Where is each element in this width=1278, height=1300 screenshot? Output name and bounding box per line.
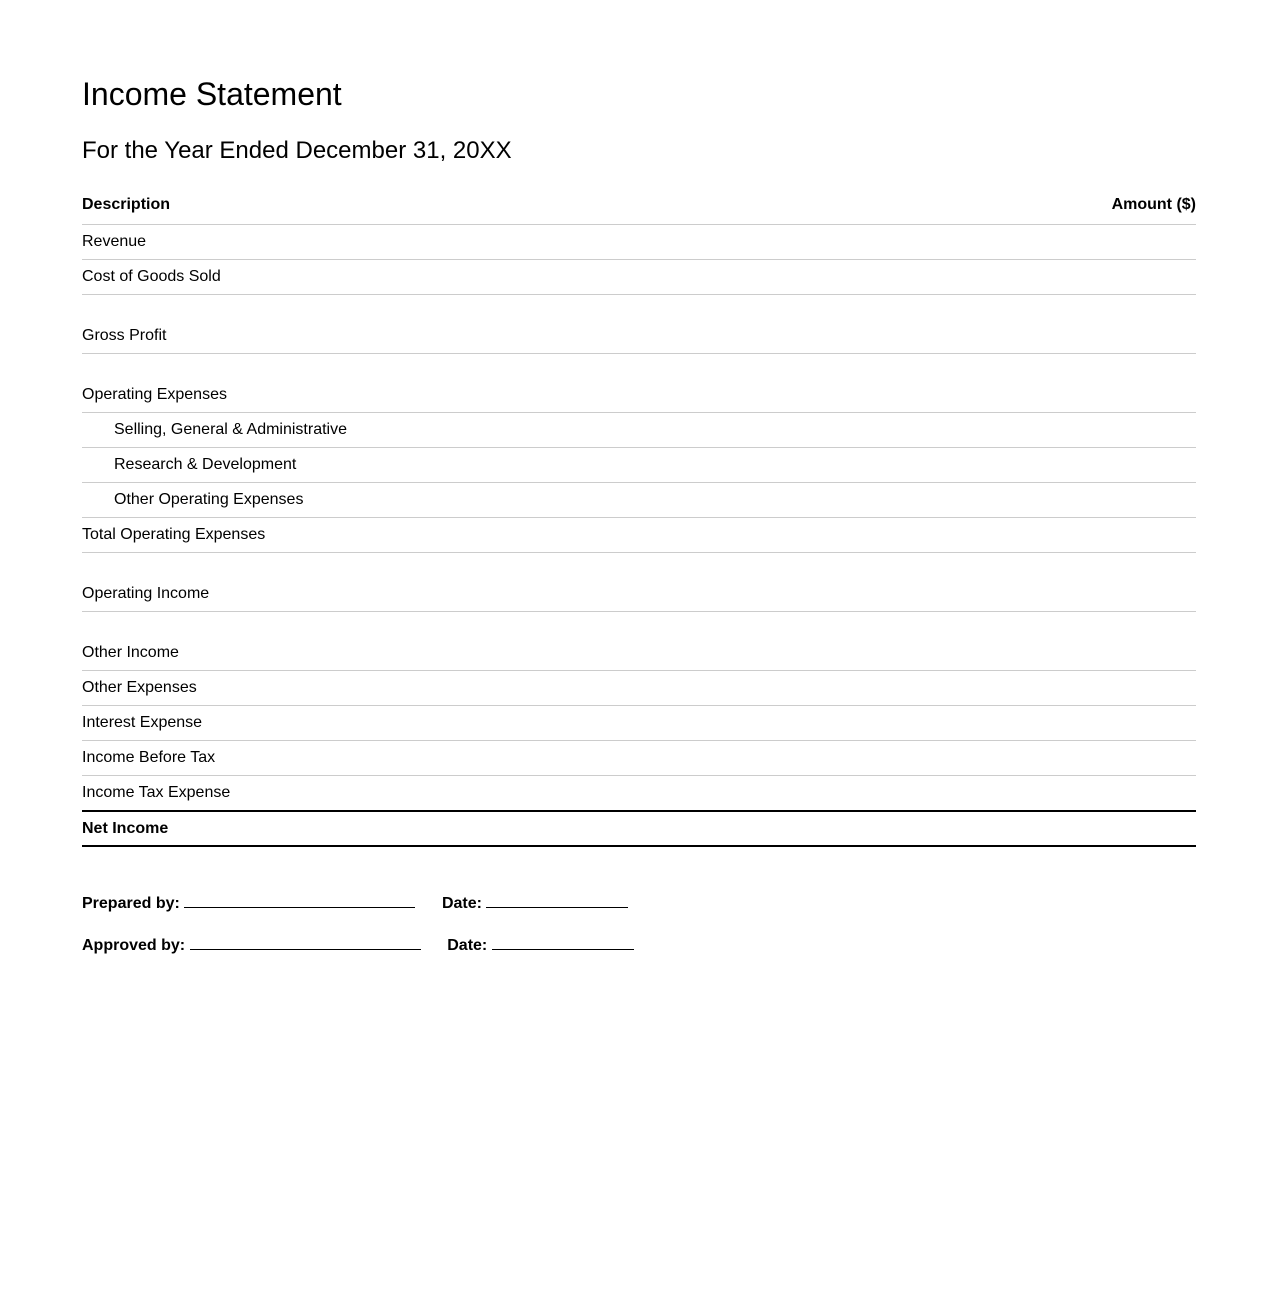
spacer-row [82, 295, 1196, 320]
approved-by-row [82, 935, 634, 955]
approved-date-label: Date: [447, 937, 488, 954]
prepared-by-row [82, 893, 628, 913]
table-row [82, 448, 1196, 483]
row-description: Gross Profit [82, 319, 927, 354]
row-description: Cost of Goods Sold [82, 260, 927, 295]
row-amount [927, 448, 1196, 483]
row-amount [927, 776, 1196, 812]
prepared-by-label: Prepared by: [82, 895, 180, 912]
row-description: Operating Income [82, 577, 927, 612]
row-description: Other Expenses [82, 671, 927, 706]
prepared-by-signature-line[interactable] [184, 893, 415, 908]
table-header-row [82, 188, 1196, 225]
row-description [82, 354, 927, 379]
row-description: Other Operating Expenses [82, 483, 927, 518]
row-amount [927, 612, 1196, 637]
approved-by-label: Approved by: [82, 937, 186, 954]
row-description: Research & Development [82, 448, 927, 483]
row-amount [927, 741, 1196, 776]
row-amount [927, 811, 1196, 846]
table-row [82, 706, 1196, 741]
row-description: Selling, General & Administrative [82, 413, 927, 448]
row-description: Net Income [82, 811, 927, 846]
prepared-date-line[interactable] [486, 893, 628, 908]
row-description [82, 612, 927, 637]
row-description: Other Income [82, 636, 927, 671]
table-row [82, 260, 1196, 295]
row-amount [927, 553, 1196, 578]
spacer-row [82, 553, 1196, 578]
row-amount [927, 413, 1196, 448]
table-row [82, 776, 1196, 812]
row-description [82, 295, 927, 320]
page-subtitle: For the Year Ended December 31, 20XX [82, 137, 512, 164]
table-row [82, 671, 1196, 706]
page-title: Income Statement [82, 76, 342, 112]
row-amount [927, 577, 1196, 612]
row-amount [927, 706, 1196, 741]
row-description: Revenue [82, 225, 927, 260]
table-body [82, 225, 1196, 847]
table-row [82, 319, 1196, 354]
row-description: Interest Expense [82, 706, 927, 741]
table-row [82, 483, 1196, 518]
column-header-description: Description [82, 188, 927, 225]
row-amount [927, 483, 1196, 518]
row-amount [927, 295, 1196, 320]
row-amount [927, 319, 1196, 354]
row-amount [927, 518, 1196, 553]
table-row [82, 378, 1196, 413]
row-amount [927, 636, 1196, 671]
spacer-row [82, 354, 1196, 379]
row-amount [927, 260, 1196, 295]
table-row [82, 225, 1196, 260]
row-amount [927, 671, 1196, 706]
row-amount [927, 354, 1196, 379]
row-description: Total Operating Expenses [82, 518, 927, 553]
row-description: Income Tax Expense [82, 776, 927, 812]
table-row [82, 518, 1196, 553]
table-row [82, 741, 1196, 776]
table-row [82, 577, 1196, 612]
approved-by-signature-line[interactable] [190, 935, 421, 950]
row-description [82, 553, 927, 578]
row-amount [927, 378, 1196, 413]
column-header-amount: Amount ($) [927, 188, 1196, 225]
approved-date-line[interactable] [492, 935, 634, 950]
row-description: Operating Expenses [82, 378, 927, 413]
table-row [82, 636, 1196, 671]
prepared-date-label: Date: [441, 895, 482, 912]
table-row [82, 413, 1196, 448]
row-description: Income Before Tax [82, 741, 927, 776]
table-row [82, 811, 1196, 846]
row-amount [927, 225, 1196, 260]
spacer-row [82, 612, 1196, 637]
income-statement-table [82, 188, 1196, 847]
